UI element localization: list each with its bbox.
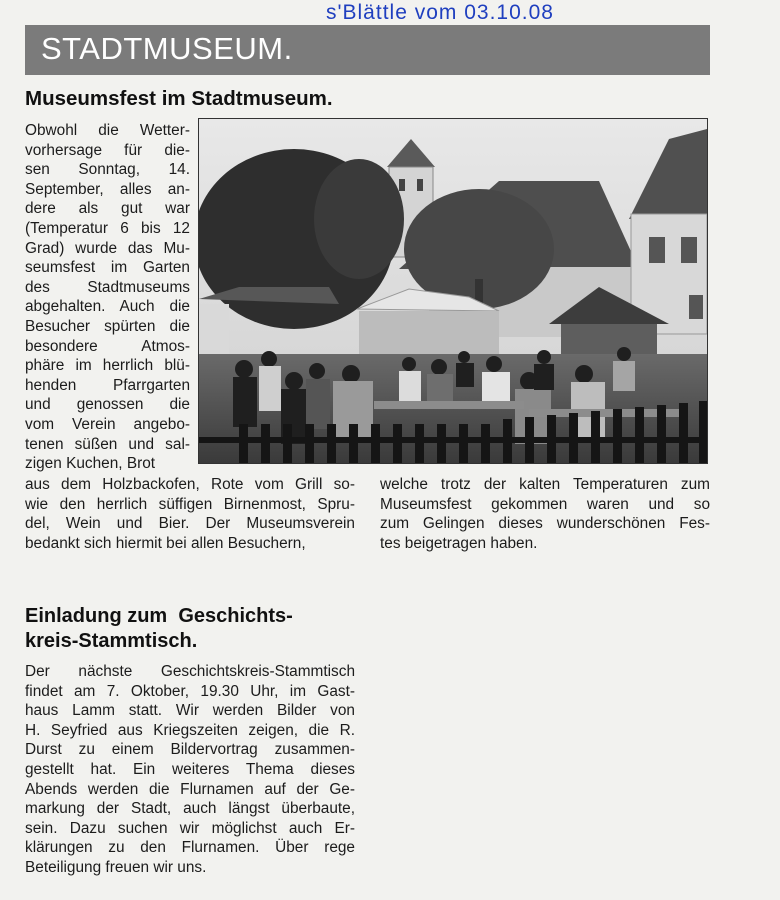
text-line: Museumsfest gekommen waren und so — [380, 495, 710, 513]
text-line: sein. Dazu suchen wir möglichst auch Er- — [25, 819, 355, 837]
text-line: sen Sonntag, 14. — [25, 161, 190, 179]
text-line: bedankt sich hiermit bei allen Besuchern, — [25, 534, 306, 552]
text-line: markung der Stadt, auch längst überbaute, — [25, 800, 355, 818]
text-line: del, Wein und Bier. Der Museumsverein — [25, 515, 355, 533]
article-title-museumsfest: Museumsfest im Stadtmuseum. — [25, 87, 333, 110]
text-line: Durst zu einem Bildervortrag zusammen- — [25, 741, 355, 759]
text-line: phäre im herrlich blü- — [25, 357, 190, 375]
article-body-wide-column — [25, 475, 355, 553]
section-title: STADTMUSEUM. — [41, 31, 293, 66]
article-title-line-2: kreis-Stammtisch. — [25, 630, 198, 652]
article-title-line-1: Einladung zum Geschichts- — [25, 605, 293, 627]
text-line: Grad) wurde das Mu- — [25, 239, 190, 257]
text-line: vom Verein angebo- — [25, 415, 190, 433]
text-line: henden Pfarrgarten — [25, 376, 190, 394]
text-line: haus Lamm statt. Wir werden Bilder von — [25, 702, 355, 720]
text-line: und genossen die — [25, 396, 190, 414]
text-line: aus dem Holzbackofen, Rote vom Grill so- — [25, 476, 355, 493]
text-line: zum Gelingen dieses wunderschönen Fes- — [380, 515, 710, 533]
text-line: Obwohl die Wetter- — [25, 122, 190, 139]
text-line: besondere Atmos- — [25, 337, 190, 355]
text-line: zigen Kuchen, Brot — [25, 455, 156, 473]
article2-body — [25, 662, 355, 878]
text-line: September, alles an- — [25, 180, 190, 198]
text-line: des Stadtmuseums — [25, 278, 190, 296]
text-line: seumsfest im Garten — [25, 259, 190, 277]
text-line: Besucher spürten die — [25, 317, 190, 335]
text-line: dere als gut war — [25, 200, 190, 218]
text-line: wie den herrlich süffigen Birnenmost, Spru- — [25, 495, 355, 513]
text-line: welche trotz der kalten Temperaturen zum — [380, 476, 710, 493]
article-title-stammtisch — [25, 604, 293, 654]
text-line: tes beigetragen haben. — [380, 534, 538, 552]
article-body-right-column — [380, 475, 710, 553]
text-line: gestellt hat. Ein weiteres Thema dieses — [25, 760, 355, 778]
text-line: findet am 7. Oktober, 19.30 Uhr, im Gast- — [25, 682, 355, 700]
text-line: abgehalten. Auch die — [25, 298, 190, 316]
text-line: H. Seyfried aus Kriegszeiten zeigen, die R. — [25, 721, 355, 739]
museumsfest-photo — [198, 118, 708, 464]
text-line: Abends werden die Flurnamen auf der Ge- — [25, 780, 355, 798]
section-banner — [25, 25, 710, 75]
text-line: vorhersage für die- — [25, 141, 190, 159]
article-body-narrow-column — [25, 121, 190, 474]
text-line: tenen süßen und sal- — [25, 435, 190, 453]
text-line: Beteiligung freuen wir uns. — [25, 858, 207, 876]
text-line: (Temperatur 6 bis 12 — [25, 219, 190, 237]
text-line: Der nächste Geschichtskreis-Stammtisch — [25, 663, 355, 680]
issue-date-stamp: s'Blättle vom 03.10.08 — [326, 1, 554, 24]
text-line: klärungen zu den Flurnamen. Über rege — [25, 839, 355, 857]
